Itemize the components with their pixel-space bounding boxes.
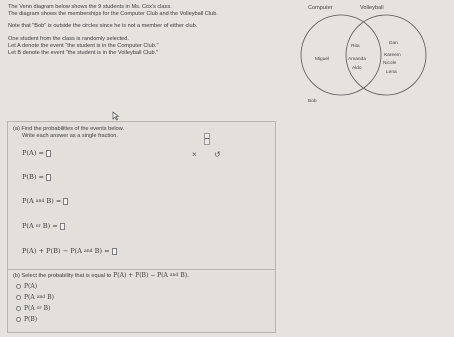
problem-statement <box>8 4 308 57</box>
prob-a-and-b-label-end: B) = <box>46 197 62 205</box>
part-b-title: (b) Select the probability that is equal to <box>13 272 112 279</box>
prob-b-input[interactable] <box>46 174 51 181</box>
question-panel <box>7 121 276 333</box>
venn-label-computer: Computer <box>308 5 333 11</box>
option-and-operator: and <box>36 295 46 300</box>
sum-formula-label-end: B) = <box>94 247 110 255</box>
fraction-template-button[interactable] <box>204 133 210 145</box>
and-operator-2: and <box>83 248 93 254</box>
radio-p-a[interactable] <box>16 284 21 289</box>
computer-circle <box>301 15 381 95</box>
intro-line-5: Let A denote the event "the student is in the Computer Club." <box>8 42 159 49</box>
part-b-expression-start: P(A) + P(B) − P(A <box>113 272 168 279</box>
intro-line-1: The Venn diagram below shows the 9 students in Ms. Cox's class. <box>8 4 172 10</box>
prob-a-or-b-label-start: P(A <box>22 222 34 230</box>
answer-tools <box>148 122 275 270</box>
option-p-a-or-b[interactable] <box>16 305 273 312</box>
radio-p-a-and-b[interactable] <box>16 295 21 300</box>
prob-a-or-b-row <box>22 222 65 230</box>
option-p-a-label: P(A) <box>24 283 38 290</box>
option-p-a-or-b-start: P(A <box>24 305 35 312</box>
venn-label-volleyball: Volleyball <box>360 5 384 11</box>
prob-a-and-b-input[interactable] <box>63 198 68 205</box>
prob-b-label: P(B) = <box>22 173 45 181</box>
venn-name-dan: Dan <box>389 41 398 46</box>
prob-a-and-b-label-start: P(A <box>22 197 34 205</box>
option-p-a[interactable] <box>16 283 273 290</box>
part-b-heading <box>13 272 273 279</box>
part-a-heading <box>13 126 124 140</box>
prob-a-or-b-input[interactable] <box>60 223 65 230</box>
venn-name-bob: Bob <box>308 99 317 104</box>
part-b-expression-end: B). <box>180 272 189 279</box>
venn-diagram <box>300 2 450 110</box>
prob-a-input[interactable] <box>46 150 51 157</box>
sum-formula-row <box>22 247 117 255</box>
venn-name-lena: Lena <box>386 70 397 75</box>
fraction-bar-icon <box>205 138 209 139</box>
prob-a-and-b-row <box>22 197 68 205</box>
or-operator: or <box>35 223 41 229</box>
option-or-operator: or <box>36 306 42 311</box>
part-b-expression-operator: and <box>169 273 179 278</box>
intro-line-4: One student from the class is randomly selected. <box>8 35 129 42</box>
venn-name-amanda: Amanda <box>348 57 366 62</box>
radio-p-a-or-b[interactable] <box>16 306 21 311</box>
part-a-section <box>8 122 275 270</box>
part-a-instruction: Write each answer as a single fraction. <box>22 133 118 139</box>
venn-diagram-svg <box>300 2 450 110</box>
intro-line-2: The diagram shows the memberships for the Computer Club and the Volleyball Club. <box>8 11 218 18</box>
venn-name-miguel: Miguel <box>315 57 330 62</box>
part-b-section <box>13 272 273 323</box>
intro-line-3: Note that "Bob" is outside the circles since he is not a member of either club. <box>8 23 198 30</box>
radio-p-b[interactable] <box>16 317 21 322</box>
clear-button[interactable]: × <box>192 150 197 159</box>
sum-formula-label-start: P(A) + P(B) − P(A <box>22 247 82 255</box>
mouse-pointer-icon <box>112 108 120 118</box>
part-a-title: (a) Find the probabilities of the events below. <box>13 126 125 132</box>
prob-a-label: P(A) = <box>22 149 44 157</box>
venn-name-nicole: Nicole <box>383 61 397 66</box>
option-p-b-label: P(B) <box>24 316 38 323</box>
prob-b-row <box>22 173 51 181</box>
and-operator: and <box>35 198 45 204</box>
sum-formula-input[interactable] <box>112 248 117 255</box>
intro-line-6: Let B denote the event "the student is in the Volleyball Club." <box>8 50 159 57</box>
undo-button[interactable]: ↺ <box>214 150 221 159</box>
venn-name-kareem: Kareem <box>384 53 401 58</box>
venn-name-aldo: Aldo <box>352 66 362 71</box>
option-p-a-or-b-end: B) <box>43 305 51 312</box>
option-p-a-and-b-end: B) <box>47 294 54 301</box>
prob-a-or-b-label-end: B) = <box>42 222 58 230</box>
option-p-b[interactable] <box>16 316 273 323</box>
option-p-a-and-b[interactable] <box>16 294 273 301</box>
prob-a-row <box>22 149 51 157</box>
option-p-a-and-b-start: P(A <box>24 294 35 301</box>
venn-name-rita: Rita <box>351 44 360 49</box>
